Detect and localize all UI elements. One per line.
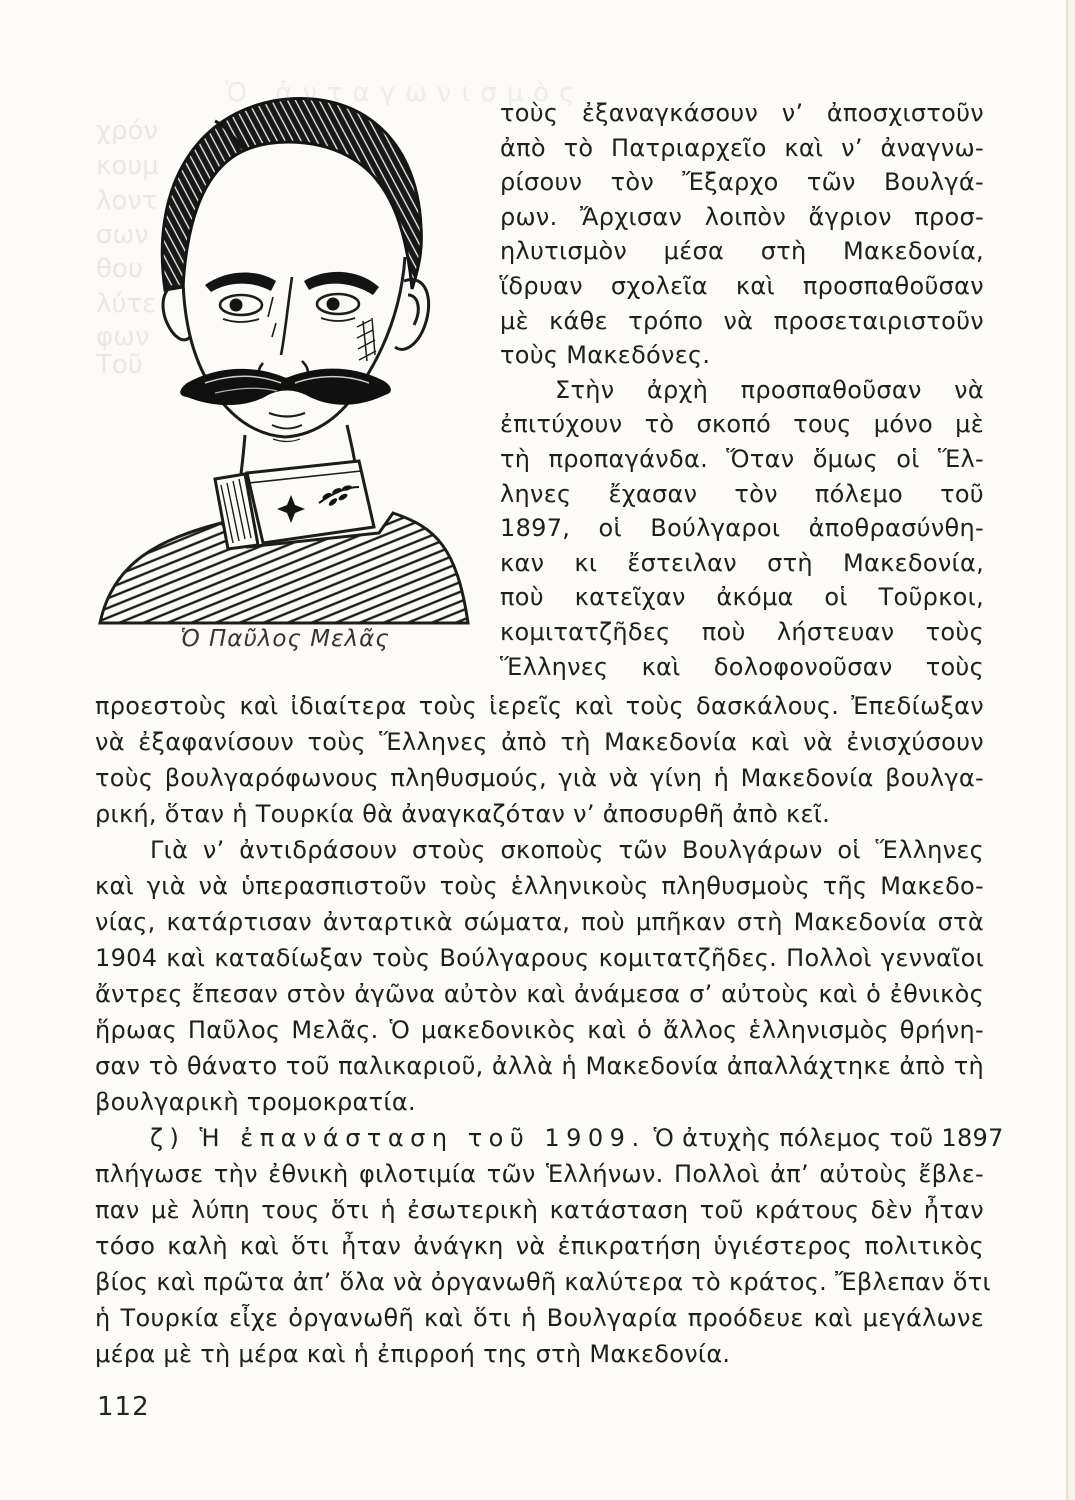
- page-edge-shadow: [1066, 0, 1075, 1500]
- pavlos-melas-drawing: [95, 75, 475, 625]
- bleedthrough-text: σων: [96, 220, 149, 250]
- bleedthrough-text: λύτε: [96, 289, 157, 319]
- text-line: πλήγωσε τὴν ἐθνικὴ φιλοτιμία τῶν Ἑλλήνων. Πολλοὶ ἀπ’ αὐτοὺς ἔβλε-: [95, 1160, 984, 1188]
- text-line: βουλγαρικὴ τρομοκρατία.: [95, 1088, 416, 1116]
- text-line: καν κι ἔστειλαν στὴ Μακεδονία,: [500, 548, 984, 577]
- text-line: ληνες ἔχασαν τὸν πόλεμο τοῦ: [500, 479, 984, 508]
- portrait-caption: Ὁ Παῦλος Μελᾶς: [180, 626, 390, 652]
- bleedthrough-text: Ὁ ἀνταγωνισμὸς: [225, 78, 585, 108]
- text-line: ἀπὸ τὸ Πατριαρχεῖο καὶ ν’ ἀναγνω-: [500, 133, 984, 162]
- page-number: 112: [97, 1392, 150, 1422]
- text-line: σαν τὸ θάνατο τοῦ παλικαριοῦ, ἀλλὰ ἡ Μακεδονία ἀπαλλάχτηκε ἀπὸ τὴ: [95, 1052, 984, 1080]
- portrait-illustration: [95, 75, 475, 625]
- text-line: ἐπιτύχουν τὸ σκοπό τους μόνο μὲ: [500, 410, 984, 439]
- hair: [162, 99, 421, 290]
- bleedthrough-text: φων: [96, 322, 150, 352]
- text-line: ρων. Ἄρχισαν λοιπὸν ἄγριον προσ-: [500, 202, 984, 231]
- bleedthrough-text: θου: [96, 254, 143, 284]
- text-line: βίος καὶ πρῶτα ἀπ’ ὅλα νὰ ὀργανωθῆ καλύτερα τὸ κράτος. Ἔβλεπαν ὅτι: [95, 1268, 991, 1296]
- text-line: ηλυτισμὸν μέσα στὴ Μακεδονία,: [500, 237, 984, 266]
- text-run: Ὁ ἀτυχὴς πόλεμος τοῦ 1897: [645, 1124, 1004, 1152]
- text-line: ἥρωας Παῦλος Μελᾶς. Ὁ μακεδονικὸς καὶ ὁ ἄλλος ἑλληνισμὸς θρήνη-: [95, 1016, 984, 1044]
- text-line: ἄντρες ἔπεσαν στὸν ἀγῶνα αὐτὸν καὶ ἀνάμεσα σ’ αὐτοὺς καὶ ὁ ἐθνικὸς: [95, 980, 984, 1008]
- text-line: ρική, ὅταν ἡ Τουρκία θὰ ἀναγκαζόταν ν’ ἀποσυρθῆ ἀπὸ κεῖ.: [95, 800, 831, 828]
- bleedthrough-text: λοντ: [96, 186, 158, 216]
- text-line: κομιτατζῆδες ποὺ λήστευαν τοὺς: [500, 617, 984, 646]
- text-line: [95, 1120, 1004, 1156]
- text-line: 1904 καὶ καταδίωξαν τοὺς Βούλγαρους κομιτατζῆδες. Πολλοὶ γενναῖοι: [95, 944, 984, 972]
- text-line: τόσο καλὴ καὶ ὅτι ἦταν ἀνάγκη νὰ ἐπικρατήση ὑγιέστερος πολιτικὸς: [95, 1232, 984, 1260]
- text-line: Στὴν ἀρχὴ προσπαθοῦσαν νὰ: [555, 375, 984, 404]
- text-line: 1897, οἱ Βούλγαροι ἀποθρασύνθη-: [500, 514, 984, 543]
- text-line: τοὺς ἐξαναγκάσουν ν’ ἀποσχιστοῦν: [500, 99, 984, 127]
- text-line: Ἕλληνες καὶ δολοφονοῦσαν τοὺς: [500, 652, 984, 681]
- text-line: ἡ Τουρκία εἶχε ὀργανωθῆ καὶ ὅτι ἡ Βουλγαρία προόδευε καὶ μεγάλωνε: [95, 1304, 984, 1332]
- mustache: [180, 369, 391, 405]
- text-line: τὴ προπαγάνδα. Ὅταν ὅμως οἱ Ἕλ-: [500, 444, 984, 473]
- text-line: ρίσουν τὸν Ἔξαρχο τῶν Βουλγά-: [500, 168, 984, 197]
- text-line: προεστοὺς καὶ ἰδιαίτερα τοὺς ἱερεῖς καὶ τοὺς δασκάλους. Ἐπεδίωξαν: [95, 692, 984, 720]
- bleedthrough-text: χρόν: [96, 116, 158, 146]
- text-line: τοὺς βουλγαρόφωνους πληθυσμούς, γιὰ νὰ γίνη ἡ Μακεδονία βουλγα-: [95, 764, 984, 792]
- text-line: μέρα μὲ τὴ μέρα καὶ ἡ ἐπιρροή της στὴ Μακεδονία.: [95, 1340, 731, 1368]
- nose: [259, 277, 308, 380]
- text-line: Γιὰ ν’ ἀντιδράσουν στοὺς σκοποὺς τῶν Βουλγάρων οἱ Ἕλληνες: [150, 836, 984, 864]
- bleedthrough-text: κουμ: [96, 151, 159, 181]
- inline-section-heading: ζ) Ἡ ἐπανάσταση τοῦ 1909.: [150, 1124, 646, 1152]
- text-line: νίας, κατάρτισαν ἀνταρτικὰ σώματα, ποὺ μπῆκαν στὴ Μακεδονία στὰ: [95, 908, 984, 936]
- text-line: καὶ γιὰ νὰ ὑπερασπιστοῦν τοὺς ἑλληνικοὺς πληθυσμοὺς τῆς Μακεδο-: [95, 872, 984, 900]
- right-text-column: [500, 96, 984, 684]
- text-line: ἵδρυαν σχολεῖα καὶ προσπαθοῦσαν: [500, 271, 984, 300]
- text-line: μὲ κάθε τρόπο νὰ προσεταιριστοῦν: [500, 306, 984, 335]
- text-line: νὰ ἐξαφανίσουν τοὺς Ἕλληνες ἀπὸ τὴ Μακεδονία καὶ νὰ ἐνισχύσουν: [95, 728, 984, 756]
- text-line: ποὺ κατεῖχαν ἀκόμα οἱ Τοῦρκοι,: [500, 583, 984, 612]
- text-line: τοὺς Μακεδόνες.: [500, 341, 711, 370]
- bleedthrough-text: Τοῦ: [96, 350, 143, 380]
- body-text-block: [95, 688, 1004, 1372]
- text-line: παν μὲ λύπη τους ὅτι ἡ ἐσωτερικὴ κατάσταση τοῦ κράτους δὲν ἦταν: [95, 1196, 984, 1224]
